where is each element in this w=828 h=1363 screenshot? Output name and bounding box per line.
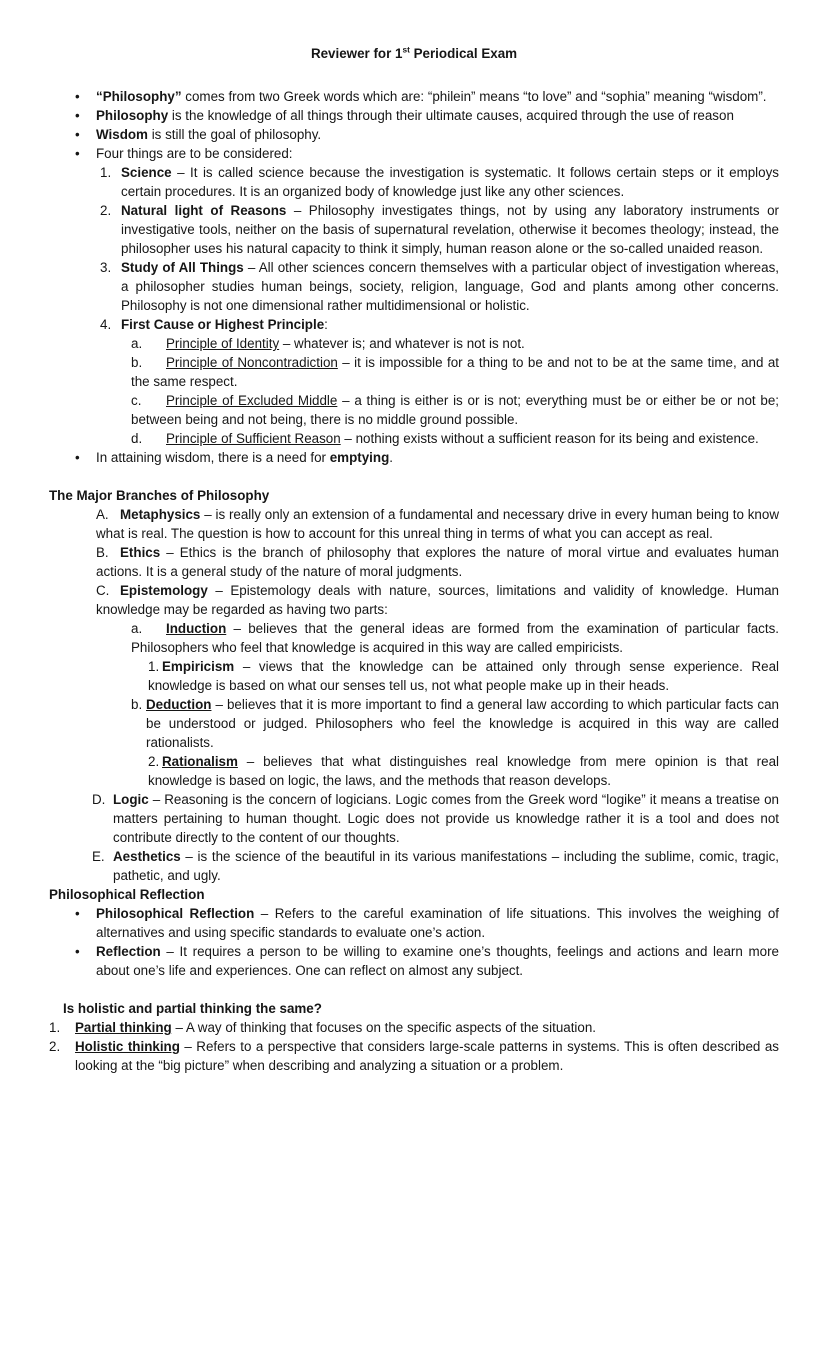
lettered-item-principle-identity (131, 334, 779, 353)
text-run: In attaining wisdom, there is a need for (96, 450, 330, 465)
list-marker: • (75, 450, 80, 465)
page-title-superscript: st (402, 44, 410, 55)
lettered-item-principle-sufficient-reason (131, 429, 779, 448)
section-heading-major-branches: The Major Branches of Philosophy (49, 488, 270, 503)
text-run: is the knowledge of all things through their ultimate causes, acquired through the use of reason (168, 108, 734, 123)
list-marker: a. (131, 336, 143, 351)
text-run: – Reasoning is the concern of logicians. Logic comes from the Greek word “logike” it means a treatise on matters pertaining to human thought. Logic does not provide us knowledge rather it is a tool and does not contribute directly to the content of our thoughts. (113, 792, 779, 845)
lettered-item-principle-excluded-middle (131, 391, 779, 429)
text-run: Induction (166, 621, 227, 636)
text-run: : (324, 317, 328, 332)
bullet-philosophy-origin (75, 87, 779, 106)
text-run: Metaphysics (120, 507, 201, 522)
section-heading-philosophical-reflection: Philosophical Reflection (49, 887, 205, 902)
page-title-suffix: Periodical Exam (409, 46, 518, 61)
text-run: Philosophy (96, 108, 169, 123)
list-marker: 3. (100, 260, 112, 275)
text-run: Rationalism (162, 754, 238, 769)
text-run: . (389, 450, 393, 465)
text-run: Reflection (96, 944, 161, 959)
text-run: Epistemology (120, 583, 208, 598)
numbered-item-science (100, 163, 779, 201)
text-run: – nothing exists without a sufficient reason for its being and existence. (340, 431, 759, 446)
numbered-item-holistic-thinking (49, 1037, 779, 1075)
lettered-item-ethics (96, 543, 779, 581)
numbered-item-empiricism (148, 657, 779, 695)
list-marker: 2. (49, 1039, 61, 1054)
text-run: – Refers to a perspective that considers large-scale patterns in systems. This is often described as looking at the “big picture” when describing and analyzing a situation or a problem. (75, 1039, 779, 1073)
text-run: Principle of Excluded Middle (166, 393, 338, 408)
document-content (49, 87, 779, 1075)
list-marker: 1. (148, 659, 160, 674)
bullet-philosophical-reflection (75, 904, 779, 942)
text-run: Logic (113, 792, 149, 807)
list-marker: • (75, 146, 80, 161)
text-run: Principle of Noncontradiction (166, 355, 338, 370)
text-run: – views that the knowledge can be attained only through sense experience. Real knowledge is based on what our senses tell us, not what people make up in their heads. (148, 659, 779, 693)
text-run: – it is impossible for a thing to be and not to be at the same time, and at the same respect. (131, 355, 779, 389)
text-run: “Philosophy” (96, 89, 182, 104)
text-run: – is the science of the beautiful in its various manifestations – including the sublime, comic, tragic, pathetic, and ugly. (113, 849, 779, 883)
list-marker: • (75, 108, 80, 123)
text-run: – Epistemology deals with nature, sources, limitations and validity of knowledge. Human knowledge may be regarded as having two parts: (96, 583, 779, 617)
page-title (49, 44, 779, 63)
text-run: Ethics (120, 545, 161, 560)
text-run: Holistic thinking (75, 1039, 180, 1054)
text-run: Four things are to be considered: (96, 146, 293, 161)
text-run: – Refers to the careful examination of life situations. This involves the weighing of alternatives and using specific standards to evaluate one’s action. (96, 906, 780, 940)
list-marker: d. (131, 431, 143, 446)
text-run: comes from two Greek words which are: “philein” means “to love” and “sophia” meaning “wisdom”. (181, 89, 767, 104)
text-run: – Ethics is the branch of philosophy that explores the nature of moral virtue and evaluates human actions. It is a general study of the nature of moral judgments. (96, 545, 779, 579)
list-marker: B. (96, 545, 109, 560)
list-marker: • (75, 89, 80, 104)
text-run: – It requires a person to be willing to examine one’s thoughts, feelings and actions and learn more about one’s life and experiences. One can reflect on almost any subject. (96, 944, 779, 978)
lettered-item-induction (131, 619, 779, 657)
text-run: First Cause or Highest Principle (121, 317, 325, 332)
numbered-item-study-all-things (100, 258, 779, 315)
text-run: Study of All Things (121, 260, 244, 275)
list-marker: c. (131, 393, 142, 408)
section-heading-holistic-partial: Is holistic and partial thinking the same? (63, 1001, 322, 1016)
list-marker: a. (131, 621, 143, 636)
list-marker: • (75, 944, 80, 959)
list-marker: • (75, 906, 80, 921)
text-run: Principle of Sufficient Reason (166, 431, 341, 446)
text-run: Natural light of Reasons (121, 203, 287, 218)
numbered-item-natural-light (100, 201, 779, 258)
list-marker: 2. (100, 203, 112, 218)
list-marker: b. (131, 355, 143, 370)
text-run: is still the goal of philosophy. (147, 127, 322, 142)
list-marker: 4. (100, 317, 112, 332)
bullet-emptying (75, 448, 779, 467)
lettered-item-aesthetics (92, 847, 779, 885)
bullet-wisdom-goal (75, 125, 779, 144)
list-marker: 1. (100, 165, 112, 180)
text-run: – is really only an extension of a fundamental and necessary drive in every human being to know what is real. The question is how to account for this unreal thing in terms of what you can accept as real. (96, 507, 779, 541)
bullet-philosophy-definition (75, 106, 779, 125)
text-run: – A way of thinking that focuses on the specific aspects of the situation. (171, 1020, 597, 1035)
list-marker: 2. (148, 754, 160, 769)
list-marker: A. (96, 507, 109, 522)
bullet-reflection (75, 942, 779, 980)
list-marker: • (75, 127, 80, 142)
text-run: – All other sciences concern themselves with a particular object of investigation whereas, a philosopher studies human beings, society, religion, language, God and plants among other concerns. Philosophy is not one dimensional rather multidimensional or holistic. (121, 260, 779, 313)
text-run: Science (121, 165, 172, 180)
list-marker: 1. (49, 1020, 61, 1035)
text-run: Deduction (146, 697, 212, 712)
text-run: – whatever is; and whatever is not is not. (279, 336, 525, 351)
text-run: – believes that it is more important to find a general law according to which particular facts can be understood or judged. Philosophers who feel the knowledge is acquired in this way are called rationalists. (146, 697, 779, 750)
list-marker: b. (131, 697, 143, 712)
lettered-item-principle-noncontradiction (131, 353, 779, 391)
text-run: – a thing is either is or is not; everything must be or either be or not be; between being and not being, there is no middle ground possible. (131, 393, 779, 427)
list-marker: E. (92, 849, 105, 864)
lettered-item-metaphysics (96, 505, 779, 543)
text-run: Philosophical Reflection (96, 906, 255, 921)
numbered-item-first-cause (100, 315, 779, 334)
numbered-item-partial-thinking (49, 1018, 779, 1037)
text-run: – Philosophy investigates things, not by using any laboratory instruments or investigative tools, neither on the basis of supernatural revelation, otherwise it becomes theology; instead, the philosopher uses his natural capacity to think it simply, human reason alone or the so-called unaided reason. (121, 203, 779, 256)
text-run: – It is called science because the investigation is systematic. It follows certain steps or it employs certain procedures. It is an organized body of knowledge just like any other sciences. (121, 165, 779, 199)
lettered-item-deduction (131, 695, 779, 752)
list-marker: D. (92, 792, 106, 807)
text-run: – believes that the general ideas are formed from the examination of particular facts. Philosophers who feel that knowledge is acquired in this way are called empiricists. (131, 621, 779, 655)
lettered-item-logic (92, 790, 779, 847)
lettered-item-epistemology (96, 581, 779, 619)
text-run: Aesthetics (113, 849, 181, 864)
page-title-prefix: Reviewer for 1 (310, 46, 403, 61)
text-run: Partial thinking (75, 1020, 172, 1035)
text-run: Empiricism (162, 659, 235, 674)
text-run: emptying (329, 450, 390, 465)
text-run: Wisdom (96, 127, 148, 142)
bullet-four-things (75, 144, 779, 163)
text-run: Principle of Identity (166, 336, 280, 351)
list-marker: C. (96, 583, 110, 598)
text-run: – believes that what distinguishes real knowledge from mere opinion is that real knowledge is based on logic, the laws, and the methods that reason develops. (148, 754, 779, 788)
numbered-item-rationalism (148, 752, 779, 790)
